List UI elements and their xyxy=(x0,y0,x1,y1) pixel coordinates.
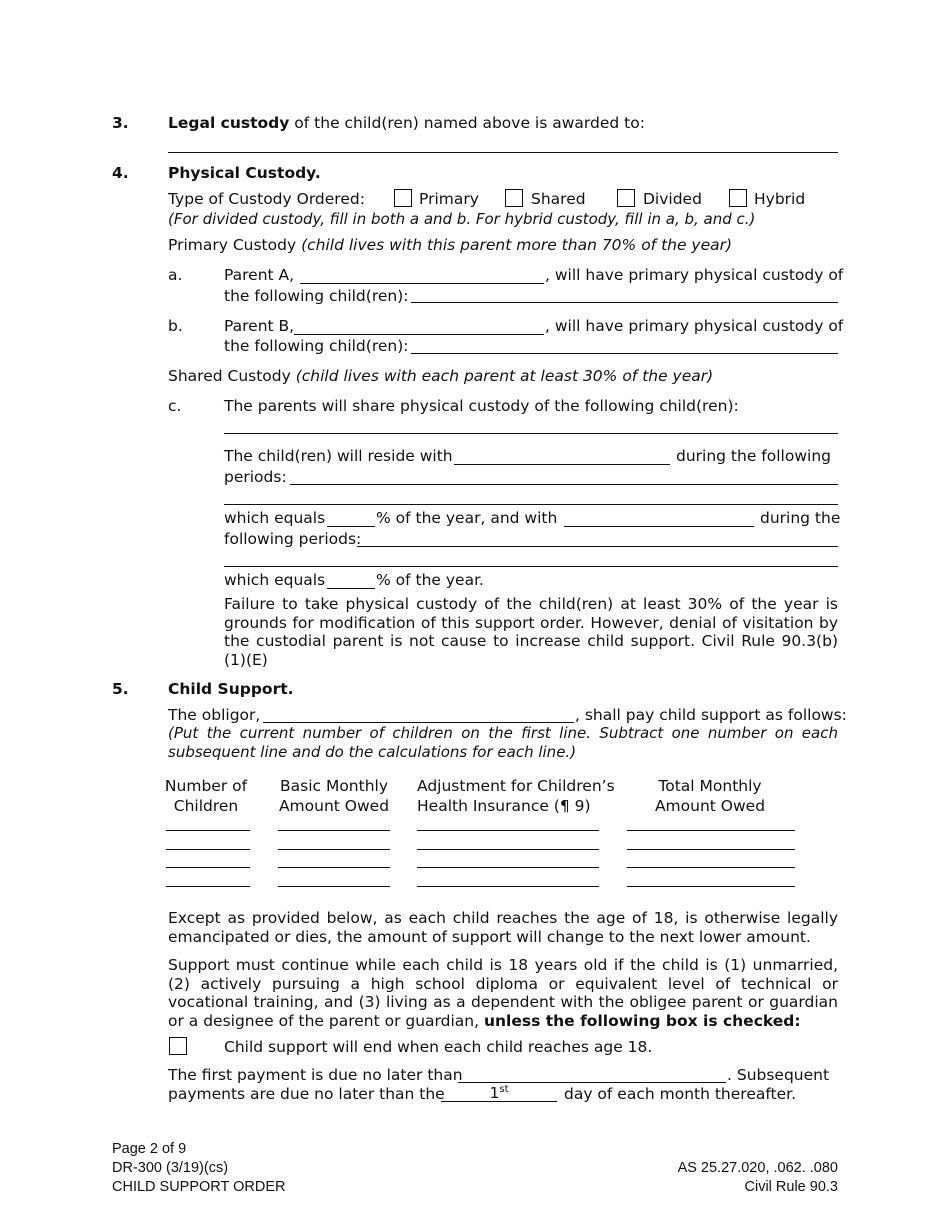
parent-b-name-field[interactable] xyxy=(294,334,544,335)
parent-b-will-have: , will have primary physical custody of xyxy=(545,317,844,335)
during-following-label: during the following xyxy=(676,447,831,465)
shared-custody-line xyxy=(168,366,713,386)
section-4-number: 4. xyxy=(112,164,129,182)
shared-custody-note: (child lives with each parent at least 30% of the year) xyxy=(295,367,714,385)
parent-b-following: the following child(ren): xyxy=(224,337,409,355)
table-cell-field[interactable] xyxy=(627,886,795,887)
primary-custody-note: (child lives with this parent more than 70% of the year) xyxy=(301,236,733,254)
first-payment-label: The first payment is due no later than xyxy=(168,1066,463,1084)
footer-form-number: DR-300 (3/19)(cs) xyxy=(112,1160,229,1176)
periods-label: periods: xyxy=(224,468,287,486)
section-3-number: 3. xyxy=(112,114,129,132)
physical-custody-title: Physical Custody. xyxy=(168,164,321,182)
legal-custody-text: of the child(ren) named above is awarded to: xyxy=(294,114,645,132)
pct-year-and-with-label: % of the year, and with xyxy=(376,509,558,527)
table-cell-field[interactable] xyxy=(278,886,390,887)
table-cell-field[interactable] xyxy=(166,886,250,887)
during-the-label: during the xyxy=(760,509,841,527)
table-cell-field[interactable] xyxy=(166,830,250,831)
item-a-letter: a. xyxy=(168,266,183,284)
section-5-number: 5. xyxy=(112,680,129,698)
shared-children-text: The parents will share physical custody of the following child(ren): xyxy=(224,397,739,415)
reside-with-label: The child(ren) will reside with xyxy=(224,447,453,465)
table-instruction: (Put the current number of children on the first line. Subtract one number on each subsequent line and do the calculations for each line.) xyxy=(168,724,838,761)
parent-a-name-field[interactable] xyxy=(300,283,544,284)
payments-due-label: payments are due no later than the xyxy=(168,1085,445,1103)
periods-field-1[interactable] xyxy=(290,484,838,485)
table-cell-field[interactable] xyxy=(278,849,390,850)
shall-pay-label: , shall pay child support as follows: xyxy=(575,706,847,724)
header-total-monthly: Total Monthly Amount Owed xyxy=(654,777,766,815)
item-b-letter: b. xyxy=(168,317,183,335)
table-cell-field[interactable] xyxy=(417,886,599,887)
table-cell-field[interactable] xyxy=(627,830,795,831)
following-periods-field-1[interactable] xyxy=(357,546,838,547)
parent-a-following: the following child(ren): xyxy=(224,287,409,305)
item-c-letter: c. xyxy=(168,397,182,415)
payment-day-number: 1 xyxy=(489,1084,500,1102)
header-basic-monthly: Basic Monthly Amount Owed xyxy=(278,777,390,815)
shared-children-field[interactable] xyxy=(224,433,838,434)
reside-with-parent-field[interactable] xyxy=(454,464,670,465)
periods-field-2[interactable] xyxy=(224,504,838,505)
hybrid-checkbox[interactable] xyxy=(729,189,747,207)
payment-day-value xyxy=(441,1083,557,1103)
shared-custody-label: Shared Custody xyxy=(168,367,291,385)
except-paragraph: Except as provided below, as each child reaches the age of 18, is otherwise legally emancipated or dies, the amount of support will change to the next lower amount. xyxy=(168,909,838,946)
table-cell-field[interactable] xyxy=(417,849,599,850)
obligor-label: The obligor, xyxy=(168,706,261,724)
failure-paragraph: Failure to take physical custody of the child(ren) at least 30% of the year is grounds for modification of this support order. However, denial of visitation by the custodial parent is not cause to increase child support. Civil Rule 90.3(b)(1)(E) xyxy=(224,595,838,669)
continue-bold-text: unless the following box is checked: xyxy=(483,1011,801,1030)
parent-a-label: Parent A, xyxy=(224,266,295,284)
divided-note: (For divided custody, fill in both a and b. For hybrid custody, fill in a, b, and c.) xyxy=(168,210,756,228)
table-cell-field[interactable] xyxy=(166,849,250,850)
header-health-insurance: Adjustment for Children’s Health Insurance (¶ 9) xyxy=(417,777,615,815)
parent-b-children-field[interactable] xyxy=(411,353,838,354)
primary-custody-line xyxy=(168,235,732,255)
obligor-name-field[interactable] xyxy=(263,722,574,723)
table-cell-field[interactable] xyxy=(278,830,390,831)
end-at-18-label: Child support will end when each child reaches age 18. xyxy=(224,1038,653,1056)
shared-option-label: Shared xyxy=(531,190,586,208)
following-periods-field-2[interactable] xyxy=(224,566,838,567)
legal-custody-label: Legal custody xyxy=(168,114,290,132)
hybrid-option-label: Hybrid xyxy=(754,190,806,208)
percent-field-1[interactable] xyxy=(327,526,375,527)
continue-paragraph xyxy=(168,956,838,1030)
end-at-18-checkbox[interactable] xyxy=(169,1037,187,1055)
which-equals-label-1: which equals xyxy=(224,509,326,527)
pct-year-label: % of the year. xyxy=(376,571,484,589)
custody-type-label: Type of Custody Ordered: xyxy=(168,190,365,208)
which-equals-label-2: which equals xyxy=(224,571,326,589)
primary-option-label: Primary xyxy=(419,190,479,208)
footer-civil-rule: Civil Rule 90.3 xyxy=(744,1179,838,1195)
table-cell-field[interactable] xyxy=(166,867,250,868)
footer-statute: AS 25.27.020, .062. .080 xyxy=(677,1160,838,1176)
child-support-title: Child Support. xyxy=(168,680,294,698)
parent-a-will-have: , will have primary physical custody of xyxy=(545,266,844,284)
table-cell-field[interactable] xyxy=(627,867,795,868)
continue-text: Support must continue while each child is 18 years old if the child is (1) unmarried, (2) actively pursuing a high school diploma or equivalent level of technical or vocational training, and (3) living as a dependent with the obligee parent or guardian or a designee of the parent or guardian, xyxy=(168,956,838,1030)
shared-checkbox[interactable] xyxy=(505,189,523,207)
legal-custody-field[interactable] xyxy=(168,152,838,153)
day-of-month-label: day of each month thereafter. xyxy=(564,1085,797,1103)
table-cell-field[interactable] xyxy=(627,849,795,850)
other-parent-field[interactable] xyxy=(564,526,754,527)
subsequent-label: . Subsequent xyxy=(727,1066,830,1084)
footer-form-title: CHILD SUPPORT ORDER xyxy=(112,1179,286,1195)
primary-custody-label: Primary Custody xyxy=(168,236,297,254)
parent-a-children-field[interactable] xyxy=(411,302,838,303)
percent-field-2[interactable] xyxy=(327,588,375,589)
primary-checkbox[interactable] xyxy=(394,189,412,207)
footer-page-number: Page 2 of 9 xyxy=(112,1141,187,1157)
divided-checkbox[interactable] xyxy=(617,189,635,207)
payment-day-suffix: st xyxy=(499,1083,509,1095)
table-cell-field[interactable] xyxy=(417,830,599,831)
header-number-of-children: Number of Children xyxy=(164,777,248,815)
table-cell-field[interactable] xyxy=(417,867,599,868)
parent-b-label: Parent B, xyxy=(224,317,295,335)
divided-option-label: Divided xyxy=(643,190,702,208)
section-3-text xyxy=(168,113,645,133)
table-cell-field[interactable] xyxy=(278,867,390,868)
payment-day-field[interactable] xyxy=(441,1101,557,1102)
following-periods-label: following periods: xyxy=(224,530,362,548)
